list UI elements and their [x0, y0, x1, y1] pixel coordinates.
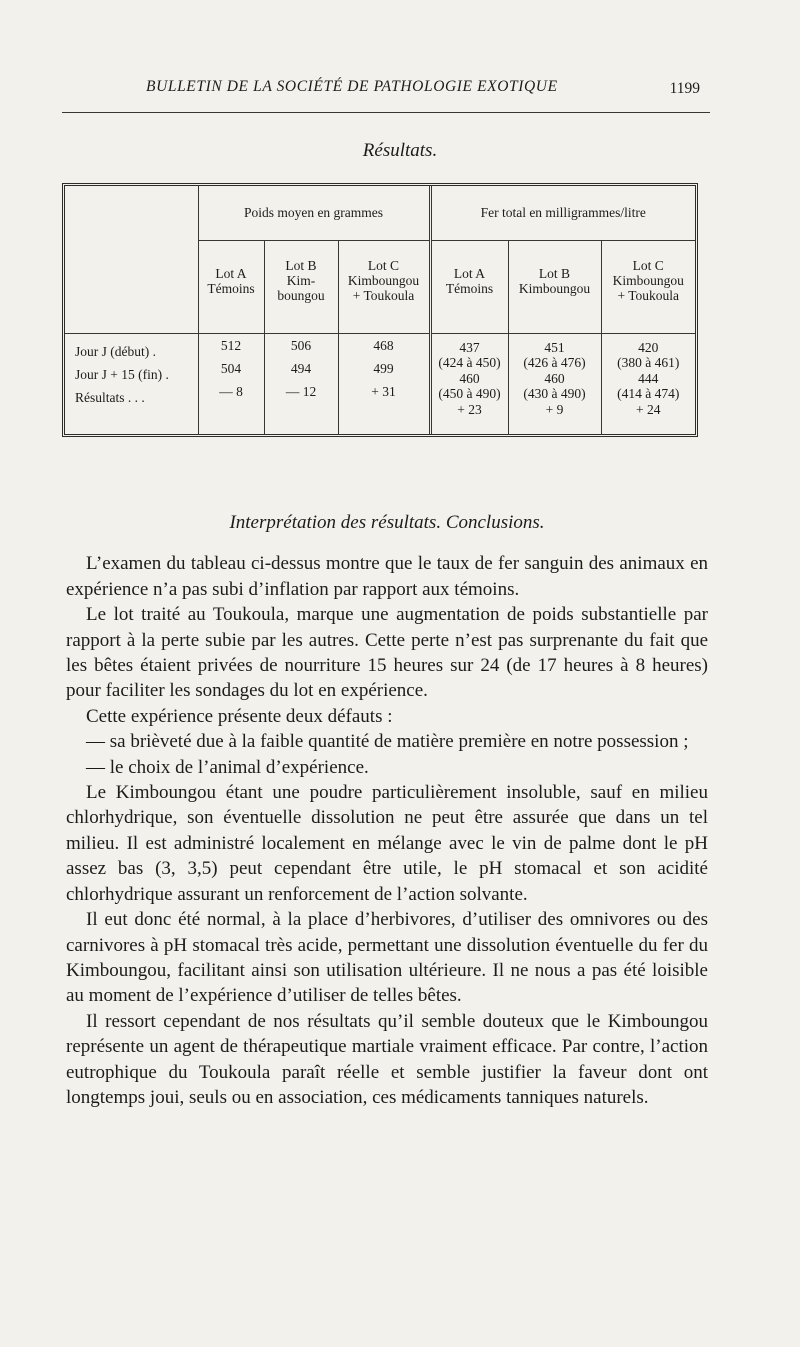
running-title: BULLETIN DE LA SOCIÉTÉ DE PATHOLOGIE EXOTIQUE — [146, 78, 558, 95]
results-table — [62, 183, 698, 437]
col-header: Lot B Kimboungou — [508, 240, 601, 321]
col-header: Lot A Témoins — [198, 240, 264, 321]
group-header-weight: Poids moyen en grammes — [198, 186, 430, 240]
paragraph: Le Kimboungou étant une poudre particulièrement insoluble, sauf en milieu chlorhydrique, son éventuelle dissolution ne peut être assurée que dans un tel milieu. Il est administré localement en mélange avec le vin de palme dont le pH assez bas (3, 3,5) peut cependant être utile, le pH stomacal et son acidité chlorhydrique assurant un renforcement de l’action solvante. — [66, 782, 708, 905]
body-text — [66, 510, 708, 1110]
paragraph: Il eut donc été normal, à la place d’herbivores, d’utiliser des omnivores ou des carnivores à pH stomacal très acide, permettant une dissolution éventuelle du fer du Kimboungou, facilitant ainsi son utilisation ultérieure. Il ne nous a pas été loisible au moment de l’expérience d’utiliser de telles bêtes. — [66, 909, 708, 1007]
paragraph: Le lot traité au Toukoula, marque une augmentation de poids substantielle par rapport à la perte subie par les autres. Cette perte n’est pas surprenante du fait que les bêtes étaient privées de nourriture 15 heures sur 24 (de 17 heures à 8 heures) pour faciliter les sondages du lot en expérience. — [66, 604, 708, 702]
col-header: Lot C Kimboungou + Toukoula — [338, 240, 430, 321]
row-labels — [65, 333, 198, 434]
col-header: Lot A Témoins — [430, 240, 508, 321]
page-header — [62, 78, 710, 113]
paragraph: L’examen du tableau ci-dessus montre que le taux de fer sanguin des animaux en expérience n’a pas subi d’inflation par rapport aux témoins. — [66, 553, 708, 600]
subsection-title: Interprétation des résultats. Conclusions. — [229, 512, 545, 533]
table-cell: 506 494 — 12 — [264, 333, 338, 434]
corner-cell-2 — [65, 240, 198, 321]
table-cell: 437 (424 à 450) 460 (450 à 490) + 23 — [430, 333, 508, 434]
paragraph: Il ressort cependant de nos résultats qu’il semble douteux que le Kimboungou représente un agent de thérapeutique martiale vraiment efficace. Par contre, l’action eutrophique du Toukoula paraît réelle et semble justifier la faveur dont ont longtemps joui, seuls ou en association, ces médicaments tanniques naturels. — [66, 1010, 708, 1108]
row-label: Jour J + 15 (fin) . — [75, 366, 169, 382]
page-number: 1199 — [669, 80, 700, 97]
section-title: Résultats. — [362, 140, 438, 161]
corner-cell — [65, 186, 198, 240]
row-label: Résultats . . . — [75, 389, 145, 405]
table-cell: 468 499 + 31 — [338, 333, 430, 434]
paragraph: — le choix de l’animal d’expérience. — [86, 756, 369, 778]
table-cell: 512 504 — 8 — [198, 333, 264, 434]
table-cell: 420 (380 à 461) 444 (414 à 474) + 24 — [601, 333, 695, 434]
col-header: Lot B Kim- boungou — [264, 240, 338, 321]
row-label: Jour J (début) . — [75, 343, 156, 359]
table-cell: 451 (426 à 476) 460 (430 à 490) + 9 — [508, 333, 601, 434]
group-header-iron: Fer total en milligrammes/litre — [430, 186, 695, 240]
paragraph: Cette expérience présente deux défauts : — [86, 705, 393, 727]
col-header: Lot C Kimboungou + Toukoula — [601, 240, 695, 321]
paragraph: — sa brièveté due à la faible quantité de matière première en notre possession ; — [86, 731, 689, 753]
